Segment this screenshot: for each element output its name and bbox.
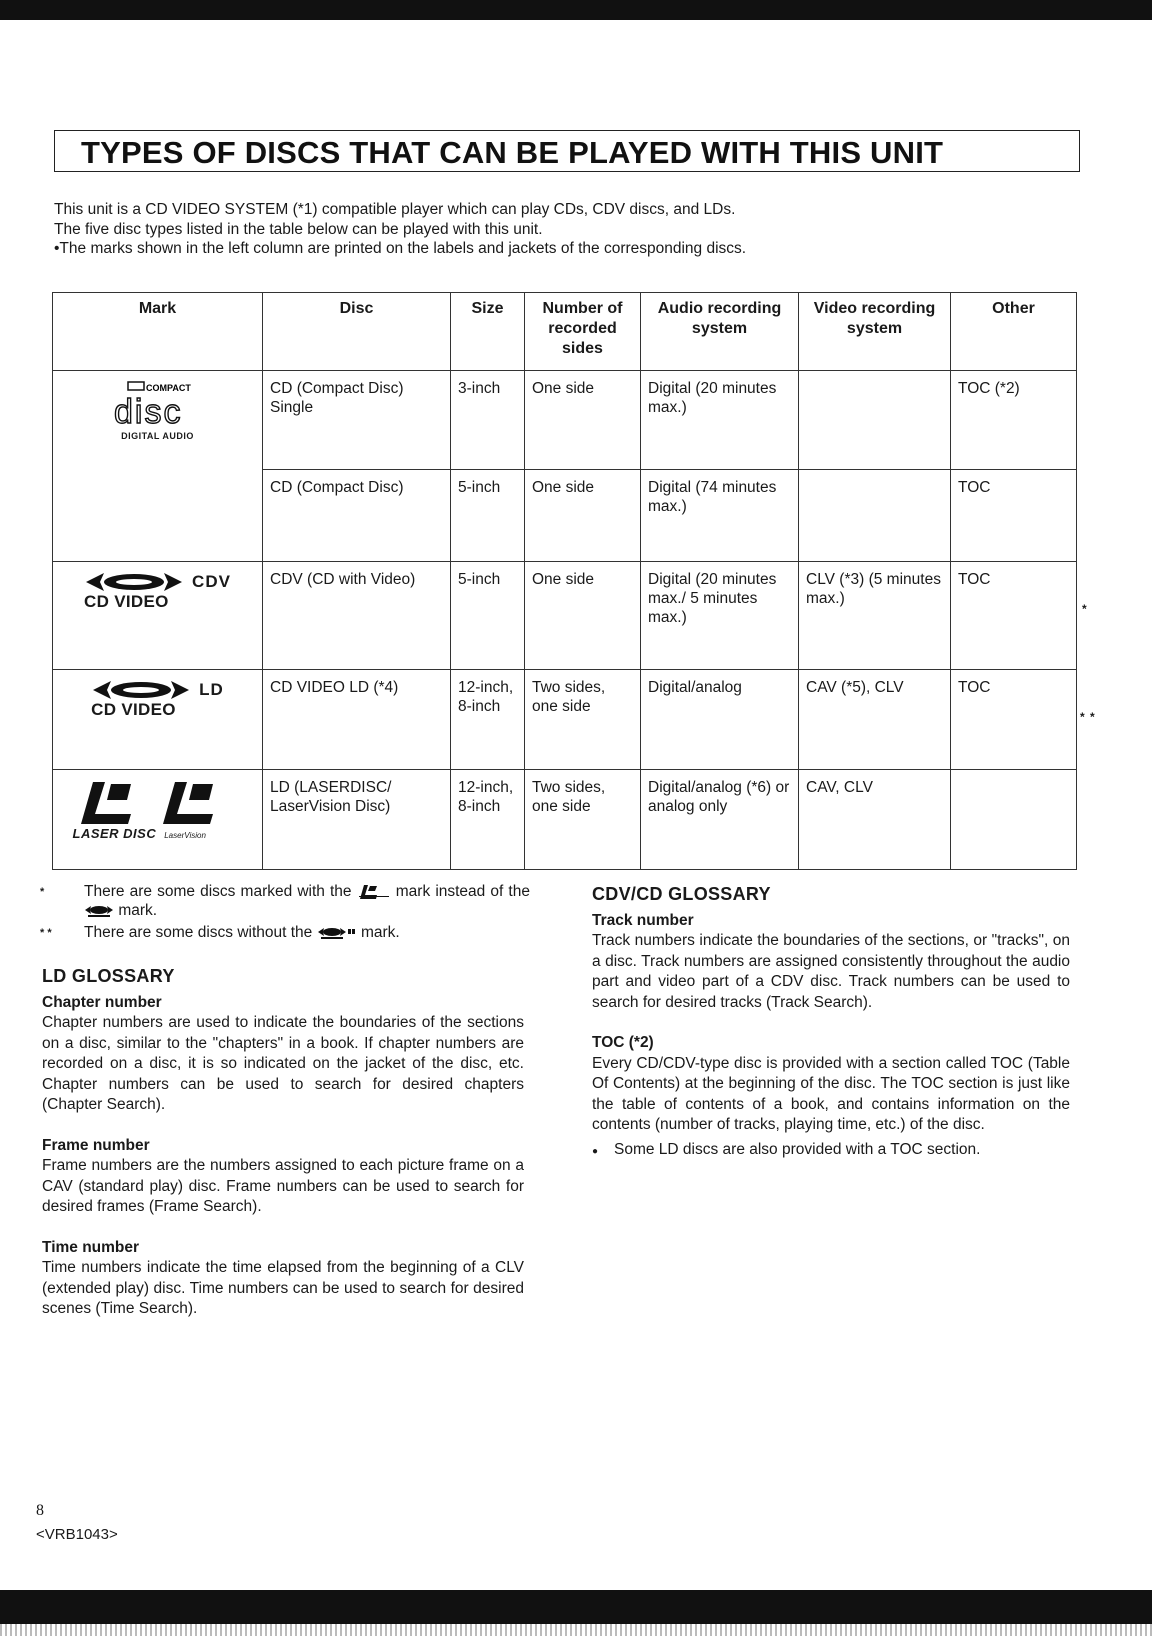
header-mark: Mark	[53, 293, 263, 371]
cell-disc: CD (Compact Disc) Single	[263, 371, 451, 470]
cell-size: 12-inch, 8-inch	[451, 669, 525, 770]
note-1-text-b: mark instead of the	[395, 883, 530, 900]
table-row	[53, 561, 1077, 669]
toc-bullet-text: Some LD discs are also provided with a TOC section.	[614, 1140, 981, 1158]
cell-size: 3-inch	[451, 371, 525, 470]
cell-video: CAV (*5), CLV	[799, 669, 951, 770]
cd-logo-disc-text: disc	[113, 393, 182, 428]
chapter-number-heading: Chapter number	[42, 993, 162, 1011]
note-2-text-b: mark.	[360, 924, 400, 941]
cell-disc: CDV (CD with Video)	[263, 561, 451, 669]
cd-video-mark-icon	[84, 903, 114, 919]
cell-sides: One side	[525, 469, 641, 561]
note-1-text-c: mark.	[118, 902, 158, 919]
table-row	[53, 371, 1077, 470]
top-scan-border	[0, 0, 1152, 20]
cell-audio: Digital/analog (*6) or analog only	[641, 770, 799, 870]
table-notes	[40, 882, 530, 946]
ld-logo-word: LASER DISC	[72, 826, 157, 842]
cell-audio: Digital (74 minutes max.)	[641, 469, 799, 561]
cell-video: CAV, CLV	[799, 770, 951, 870]
compact-disc-logo	[110, 379, 206, 446]
cdvld-word: CD VIDEO	[91, 699, 176, 719]
ld-glossary	[42, 966, 524, 1340]
ld-mark-icon	[357, 884, 391, 900]
page-title: TYPES OF DISCS THAT CAN BE PLAYED WITH THIS UNIT	[81, 135, 944, 170]
cell-video: CLV (*3) (5 minutes max.)	[799, 561, 951, 669]
cell-disc: CD (Compact Disc)	[263, 469, 451, 561]
header-audio: Audio recording system	[641, 293, 799, 371]
mark-cell-cd	[53, 371, 263, 562]
cell-video	[799, 469, 951, 561]
time-number-text: Time numbers indicate the time elapsed from the beginning of a CLV (extended play) disc. Time numbers can be used to search for desired scenes (Time Search).	[42, 1259, 524, 1317]
toc-bullet	[592, 1140, 1070, 1163]
cell-size: 5-inch	[451, 469, 525, 561]
title-box	[54, 130, 1080, 172]
bottom-scan-border	[0, 1590, 1152, 1624]
cell-sides: Two sides, one side	[525, 669, 641, 770]
mark-cell-cdv	[53, 561, 263, 669]
cd-video-cdv-logo	[84, 570, 231, 611]
cell-other: TOC	[951, 469, 1077, 561]
page-number: 8	[36, 1502, 44, 1519]
header-disc: Disc	[263, 293, 451, 371]
note-2-symbol: * *	[40, 927, 52, 939]
document-code: <VRB1043>	[36, 1526, 118, 1543]
cd-video-disc-icon	[84, 570, 184, 594]
header-video: Video recording system	[799, 293, 951, 371]
cell-sides: One side	[525, 371, 641, 470]
track-number-text: Track numbers indicate the boundaries of the sections, or "tracks", on a disc. Track numbers are assigned consistently throughout the audio part and video part of a CDV disc. Track numbers can be used to search for desired tracks (Track Search).	[592, 932, 1070, 1011]
cell-other: TOC	[951, 669, 1077, 770]
time-number-heading: Time number	[42, 1238, 140, 1256]
cd-video-ld-mark-icon	[317, 925, 357, 941]
cell-video	[799, 371, 951, 470]
frame-number-text: Frame numbers are the numbers assigned to each picture frame on a CAV (standard play) disc. Frame numbers can be used to search for desired frames (Frame Search).	[42, 1157, 524, 1215]
bullet-dot-icon: ●	[592, 1145, 599, 1157]
cd-video-ld-logo	[91, 678, 224, 719]
toc-heading: TOC (*2)	[592, 1034, 654, 1051]
cell-size: 12-inch, 8-inch	[451, 770, 525, 870]
cell-other: TOC	[951, 561, 1077, 669]
intro-text	[54, 200, 1074, 259]
cell-other: TOC (*2)	[951, 371, 1077, 470]
cell-sides: One side	[525, 561, 641, 669]
note-1-symbol: *	[40, 886, 45, 898]
note-2-text-a: There are some discs without the	[84, 924, 313, 941]
cdvld-suffix: LD	[199, 680, 224, 700]
compact-disc-logo-icon	[110, 379, 206, 427]
cell-disc: CD VIDEO LD (*4)	[263, 669, 451, 770]
table-row	[53, 669, 1077, 770]
cdv-word: CD VIDEO	[84, 591, 169, 611]
table-row	[53, 770, 1077, 870]
row-note-star-2: * *	[1080, 710, 1096, 724]
cd-logo-top-text: COMPACT	[145, 383, 191, 394]
mark-cell-cdvld	[53, 669, 263, 770]
bottom-scan-dots	[0, 1624, 1152, 1636]
cdv-suffix: CDV	[192, 572, 231, 592]
frame-number-heading: Frame number	[42, 1136, 150, 1154]
cdv-cd-glossary	[592, 884, 1070, 1162]
cell-audio: Digital (20 minutes max./ 5 minutes max.)	[641, 561, 799, 669]
track-number-heading: Track number	[592, 911, 694, 929]
mark-cell-ld	[53, 770, 263, 870]
ld-logo-small: LaserVision	[164, 831, 206, 841]
cd-logo-sub-text: DIGITAL AUDIO	[121, 431, 194, 442]
note-1	[40, 882, 530, 920]
cell-audio: Digital/analog	[641, 669, 799, 770]
cd-video-disc-icon	[91, 678, 191, 702]
cell-other	[951, 770, 1077, 870]
laserdisc-logo	[73, 778, 243, 845]
cell-size: 5-inch	[451, 561, 525, 669]
laserdisc-ld-icon	[73, 778, 243, 826]
chapter-number-text: Chapter numbers are used to indicate the boundaries of the sections on a disc, similar to the "chapters" in a book. If chapter numbers are recorded on a disc, it is so indicated on the jacket of the disc, etc. Chapter numbers can be used to search for desired chapters (Chapter Search).	[42, 1014, 524, 1113]
cell-audio: Digital (20 minutes max.)	[641, 371, 799, 470]
disc-types-table	[52, 292, 1077, 870]
intro-line-2: The five disc types listed in the table below can be played with this unit.	[54, 220, 543, 238]
cdv-glossary-heading: CDV/CD GLOSSARY	[592, 884, 771, 904]
table-header-row	[53, 293, 1077, 371]
intro-line-3: •The marks shown in the left column are printed on the labels and jackets of the corresponding discs.	[54, 240, 747, 257]
cell-disc: LD (LASERDISC/ LaserVision Disc)	[263, 770, 451, 870]
intro-line-1: This unit is a CD VIDEO SYSTEM (*1) compatible player which can play CDs, CDV discs, and LDs.	[54, 201, 736, 218]
cell-sides: Two sides, one side	[525, 770, 641, 870]
ld-glossary-heading: LD GLOSSARY	[42, 966, 175, 986]
note-1-text-a: There are some discs marked with the	[84, 883, 352, 900]
header-other: Other	[951, 293, 1077, 371]
toc-text: Every CD/CDV-type disc is provided with a section called TOC (Table Of Contents) at the beginning of the disc. The TOC section is just like the table of contents of a book, and contains information on the contents (number of tracks, playing time, etc.) of the disc.	[592, 1054, 1070, 1133]
header-size: Size	[451, 293, 525, 371]
note-2	[40, 923, 530, 943]
header-sides: Number of recorded sides	[525, 293, 641, 371]
row-note-star-1: *	[1082, 602, 1088, 616]
